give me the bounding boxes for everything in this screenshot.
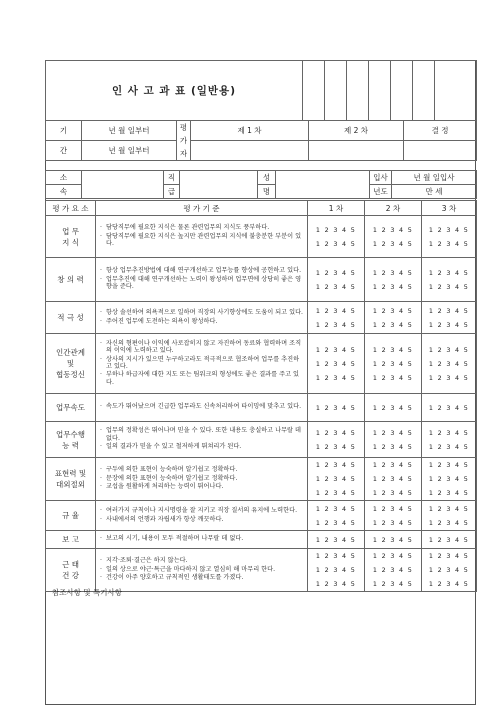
score-scale[interactable]: 1 2 3 4 5 (315, 306, 357, 315)
score-cell-round2[interactable] (365, 258, 422, 302)
score-scale[interactable]: 1 2 3 4 5 (428, 282, 470, 291)
factor-cell (46, 549, 96, 592)
criteria-text: · 사내에서의 언행과 자립새가 항상 깨끗하다. (99, 516, 304, 523)
grid-cell (391, 61, 413, 121)
score-cell-round1[interactable] (308, 216, 365, 258)
score-cell-round2[interactable] (365, 501, 422, 531)
score-scale[interactable]: 1 2 3 4 5 (315, 489, 357, 497)
score-cell-round2[interactable] (365, 422, 422, 458)
round1-header: 1 차 (308, 201, 365, 216)
score-scale[interactable]: 1 2 3 4 5 (315, 475, 357, 483)
rank-label-1: 직 (164, 171, 180, 185)
round2-header: 2 차 (365, 201, 422, 216)
score-scale[interactable]: 1 2 3 4 5 (315, 239, 357, 248)
score-cell-round3[interactable] (422, 501, 477, 531)
grid-cell (325, 61, 347, 121)
factor-label: 규 율 (62, 511, 79, 520)
score-cell-round3[interactable] (422, 334, 477, 394)
score-scale[interactable]: 1 2 3 4 5 (428, 403, 470, 412)
score-scale[interactable]: 1 2 3 4 5 (428, 489, 470, 497)
factor-cell (46, 394, 96, 422)
criteria-cell (96, 334, 308, 394)
score-scale[interactable]: 1 2 3 4 5 (315, 442, 357, 451)
factor-label: 건 강 (62, 571, 79, 580)
criteria-text: · 업무추진에 대해 연구개선하는 노력이 왕성하며 업무면에 상당히 좋은 영향을 준다. (99, 276, 304, 291)
score-scale[interactable]: 1 2 3 4 5 (428, 373, 470, 382)
factor-label: 지 식 (62, 237, 79, 247)
score-scale[interactable]: 1 2 3 4 5 (315, 345, 357, 354)
score-scale[interactable]: 1 2 3 4 5 (315, 552, 357, 560)
score-scale[interactable]: 1 2 3 4 5 (315, 504, 357, 513)
personal-info-table (45, 170, 477, 199)
criteria-text: · 항상 솔선하여 의욕적으로 일하며 직장의 사기향상에도 도움이 되고 있다. (99, 309, 304, 316)
decision-label: 결 정 (404, 121, 477, 141)
score-scale[interactable]: 1 2 3 4 5 (372, 566, 414, 574)
score-scale[interactable]: 1 2 3 4 5 (315, 373, 357, 382)
criteria-cell (96, 531, 308, 549)
criteria-cell (96, 501, 308, 531)
round-2-label: 제 2 차 (309, 121, 404, 141)
evaluation-row (46, 258, 477, 302)
criteria-text: · 부하나 하급자에 대한 지도 또는 팀워크의 형성에도 좋은 결과를 주고 있다. (99, 371, 304, 386)
evaluation-row (46, 422, 477, 458)
score-scale[interactable]: 1 2 3 4 5 (428, 320, 470, 329)
score-scale[interactable]: 1 2 3 4 5 (428, 461, 470, 469)
score-scale[interactable]: 1 2 3 4 5 (428, 428, 470, 437)
score-scale[interactable]: 1 2 3 4 5 (372, 475, 414, 483)
criteria-cell (96, 216, 308, 258)
score-scale[interactable]: 1 2 3 4 5 (315, 518, 357, 527)
rank-value (180, 171, 258, 199)
score-scale[interactable]: 1 2 3 4 5 (372, 239, 414, 248)
decision-signature (404, 141, 477, 161)
criteria-text: · 자신의 형편이나 이익에 사로잡히지 않고 자진하여 동료와 협력하며 조직의 이익에 노력하고 있다. (99, 340, 304, 355)
score-scale[interactable]: 1 2 3 4 5 (372, 373, 414, 382)
dept-value (82, 171, 164, 199)
grid-cell (347, 61, 369, 121)
notes-label: 참조사항 및 특기사항 (52, 588, 122, 597)
round-2-signature (309, 141, 404, 161)
criteria-header: 평 가 기 준 (96, 201, 308, 216)
name-value (276, 171, 370, 199)
criteria-text: · 담당직무에 필요한 지식은 물론 관련업무의 지식도 풍부하다. (99, 224, 304, 231)
score-cell-round2[interactable] (365, 531, 422, 549)
period-label-2: 간 (46, 141, 82, 161)
score-cell-round3[interactable] (422, 458, 477, 501)
factor-label: 표현력 및 (54, 469, 87, 478)
criteria-text: · 보고의 시기, 내용이 모두 적절하며 나무랄 데 없다. (99, 535, 304, 542)
criteria-text: · 구두에 의한 표현이 능숙하며 알기쉽고 정확하다. (99, 466, 304, 473)
score-scale[interactable]: 1 2 3 4 5 (372, 580, 414, 588)
score-scale[interactable]: 1 2 3 4 5 (428, 306, 470, 315)
score-scale[interactable]: 1 2 3 4 5 (372, 403, 414, 412)
criteria-text: · 업무의 정확성은 뛰어나며 믿을 수 있다. 또한 내용도 충실하고 나무랄 데 없다. (99, 427, 304, 442)
score-scale[interactable]: 1 2 3 4 5 (372, 518, 414, 527)
score-cell-round1[interactable] (308, 501, 365, 531)
name-label-2: 명 (258, 185, 276, 199)
score-scale[interactable]: 1 2 3 4 5 (428, 518, 470, 527)
criteria-cell (96, 422, 308, 458)
score-scale[interactable]: 1 2 3 4 5 (372, 268, 414, 277)
factor-label: 협동정신 (56, 370, 85, 379)
criteria-text: · 문장에 의한 표현이 능숙하며 알기쉽고 정확하다. (99, 475, 304, 482)
evaluation-table (45, 200, 477, 592)
grid-cell (369, 61, 391, 121)
factor-label: 창 의 력 (57, 275, 84, 284)
score-scale[interactable]: 1 2 3 4 5 (372, 552, 414, 560)
score-scale[interactable]: 1 2 3 4 5 (372, 461, 414, 469)
score-cell-round2[interactable] (365, 216, 422, 258)
period-start: 년 월 일부터 (82, 121, 177, 141)
criteria-text: · 건강이 아주 양호하고 규칙적인 생활태도를 가졌다. (99, 574, 304, 581)
criteria-cell (96, 394, 308, 422)
evaluation-row (46, 531, 477, 549)
score-cell-round1[interactable] (308, 334, 365, 394)
criteria-text: · 일의 결과가 믿을 수 있고 철저하게 뛰쳐리가 된다. (99, 443, 304, 450)
score-cell-round1[interactable] (308, 531, 365, 549)
period-end: 년 월 일부터 (82, 141, 177, 161)
evaluation-row (46, 216, 477, 258)
score-scale[interactable]: 1 2 3 4 5 (428, 268, 470, 277)
factor-label: 업무속도 (56, 403, 85, 412)
score-cell-round2[interactable] (365, 334, 422, 394)
criteria-text: · 여러가지 규칙이나 지시명령을 잘 지키고 직장 질서의 유지에 노력한다. (99, 507, 304, 514)
criteria-text: · 지각·조퇴·결근은 하지 않는다. (99, 557, 304, 564)
factor-cell (46, 334, 96, 394)
round-1-signature (191, 141, 309, 161)
score-scale[interactable]: 1 2 3 4 5 (315, 225, 357, 234)
factor-header: 평 가 요 소 (46, 201, 96, 216)
factor-label: 업무수행 (56, 429, 85, 439)
score-cell-round1[interactable] (308, 458, 365, 501)
dept-label-2: 속 (46, 185, 82, 199)
score-scale[interactable]: 1 2 3 4 5 (315, 403, 357, 412)
score-cell-round2[interactable] (365, 394, 422, 422)
score-cell-round3[interactable] (422, 531, 477, 549)
score-scale[interactable]: 1 2 3 4 5 (372, 225, 414, 234)
criteria-text: · 담당직무에 필요한 지식은 높지만 관련업무의 지식에 불충분한 부분이 있다. (99, 233, 304, 248)
rank-label-2: 급 (164, 185, 180, 199)
score-scale[interactable]: 1 2 3 4 5 (372, 282, 414, 291)
score-scale[interactable]: 1 2 3 4 5 (372, 359, 414, 368)
criteria-text: · 상사의 지시가 있으면 누구하고라도 적극적으로 협조하여 업무를 추진하고 있다. (99, 356, 304, 371)
factor-label: 업 무 (62, 226, 79, 236)
score-cell-round1[interactable] (308, 258, 365, 302)
join-label-1: 입사 (370, 171, 392, 185)
score-scale[interactable]: 1 2 3 4 5 (428, 442, 470, 451)
evaluation-row (46, 501, 477, 531)
criteria-cell (96, 258, 308, 302)
period-label-1: 기 (46, 121, 82, 141)
factor-label: 적 극 성 (57, 313, 84, 322)
score-scale[interactable]: 1 2 3 4 5 (315, 580, 357, 588)
score-scale[interactable]: 1 2 3 4 5 (428, 580, 470, 588)
period-table (45, 120, 477, 161)
score-cell-round3[interactable] (422, 549, 477, 592)
score-scale[interactable]: 1 2 3 4 5 (372, 504, 414, 513)
score-cell-round3[interactable] (422, 302, 477, 334)
score-cell-round1[interactable] (308, 422, 365, 458)
score-cell-round2[interactable] (365, 302, 422, 334)
form-title: 인 사 고 과 표 (일반용) (46, 61, 303, 121)
factor-label: 인간관계 (56, 348, 85, 357)
factor-cell (46, 216, 96, 258)
score-cell-round3[interactable] (422, 216, 477, 258)
score-scale[interactable]: 1 2 3 4 5 (428, 566, 470, 574)
score-cell-round3[interactable] (422, 258, 477, 302)
round-1-label: 제 1 차 (191, 121, 309, 141)
score-scale[interactable]: 1 2 3 4 5 (315, 359, 357, 368)
criteria-text: · 일의 상으로 야근·특근을 마다하지 않고 열심히 해 마무리 한다. (99, 566, 304, 573)
evaluation-row (46, 302, 477, 334)
factor-label: 능 력 (62, 440, 79, 450)
factor-label: 보 고 (62, 535, 79, 544)
score-scale[interactable]: 1 2 3 4 5 (428, 239, 470, 248)
score-scale[interactable]: 1 2 3 4 5 (315, 320, 357, 329)
score-scale[interactable]: 1 2 3 4 5 (372, 535, 414, 544)
score-scale[interactable]: 1 2 3 4 5 (428, 359, 470, 368)
score-scale[interactable]: 1 2 3 4 5 (428, 345, 470, 354)
score-scale[interactable]: 1 2 3 4 5 (372, 489, 414, 497)
factor-label: 근 태 (62, 560, 79, 569)
score-scale[interactable]: 1 2 3 4 5 (315, 535, 357, 544)
evaluation-row (46, 549, 477, 592)
score-cell-round1[interactable] (308, 302, 365, 334)
factor-label: 대외절외 (56, 480, 85, 489)
score-scale[interactable]: 1 2 3 4 5 (315, 282, 357, 291)
score-cell-round1[interactable] (308, 394, 365, 422)
grid-cell (413, 61, 435, 121)
score-cell-round3[interactable] (422, 422, 477, 458)
grid-cell (435, 61, 477, 121)
factor-cell (46, 501, 96, 531)
evaluation-row (46, 458, 477, 501)
dept-label-1: 소 (46, 171, 82, 185)
factor-label: 및 (66, 359, 75, 368)
score-scale[interactable]: 1 2 3 4 5 (428, 225, 470, 234)
criteria-cell (96, 549, 308, 592)
criteria-text: · 교섭을 원활하게 처리하는 능력이 뛰어나다. (99, 483, 304, 490)
score-cell-round2[interactable] (365, 549, 422, 592)
score-scale[interactable]: 1 2 3 4 5 (315, 268, 357, 277)
header-table (45, 60, 477, 121)
criteria-text: · 주어진 업무에 도전하는 의욕이 왕성하다. (99, 318, 304, 325)
evaluation-row (46, 394, 477, 422)
factor-cell (46, 258, 96, 302)
score-cell-round1[interactable] (308, 549, 365, 592)
score-scale[interactable]: 1 2 3 4 5 (315, 428, 357, 437)
evaluation-row (46, 334, 477, 394)
score-scale[interactable]: 1 2 3 4 5 (428, 504, 470, 513)
score-cell-round3[interactable] (422, 394, 477, 422)
round3-header: 3 차 (422, 201, 477, 216)
score-scale[interactable]: 1 2 3 4 5 (428, 475, 470, 483)
criteria-text: · 속도가 뛰어났으며 긴급한 업무라도 신속처리하여 타이밍에 맞추고 있다. (99, 403, 304, 410)
evaluator-label: 평 가 자 (177, 121, 191, 161)
criteria-cell (96, 458, 308, 501)
factor-cell (46, 531, 96, 549)
score-scale[interactable]: 1 2 3 4 5 (372, 320, 414, 329)
factor-cell (46, 422, 96, 458)
score-scale[interactable]: 1 2 3 4 5 (315, 566, 357, 574)
criteria-cell (96, 302, 308, 334)
join-date: 년 월 일입사 (392, 171, 477, 185)
factor-cell (46, 302, 96, 334)
name-label-1: 성 (258, 171, 276, 185)
score-scale[interactable]: 1 2 3 4 5 (428, 552, 470, 560)
score-scale[interactable]: 1 2 3 4 5 (372, 345, 414, 354)
score-scale[interactable]: 1 2 3 4 5 (428, 535, 470, 544)
score-scale[interactable]: 1 2 3 4 5 (372, 428, 414, 437)
score-scale[interactable]: 1 2 3 4 5 (372, 306, 414, 315)
grid-cell (303, 61, 325, 121)
appraisal-form (45, 60, 476, 705)
criteria-text: · 항상 업무추진방법에 대해 연구개선하고 업무능률 향상에 공헌하고 있다. (99, 267, 304, 274)
join-label-2: 년도 (370, 185, 392, 199)
factor-cell (46, 458, 96, 501)
score-cell-round2[interactable] (365, 458, 422, 501)
score-scale[interactable]: 1 2 3 4 5 (315, 461, 357, 469)
age-value: 만 세 (392, 185, 477, 199)
score-scale[interactable]: 1 2 3 4 5 (372, 442, 414, 451)
